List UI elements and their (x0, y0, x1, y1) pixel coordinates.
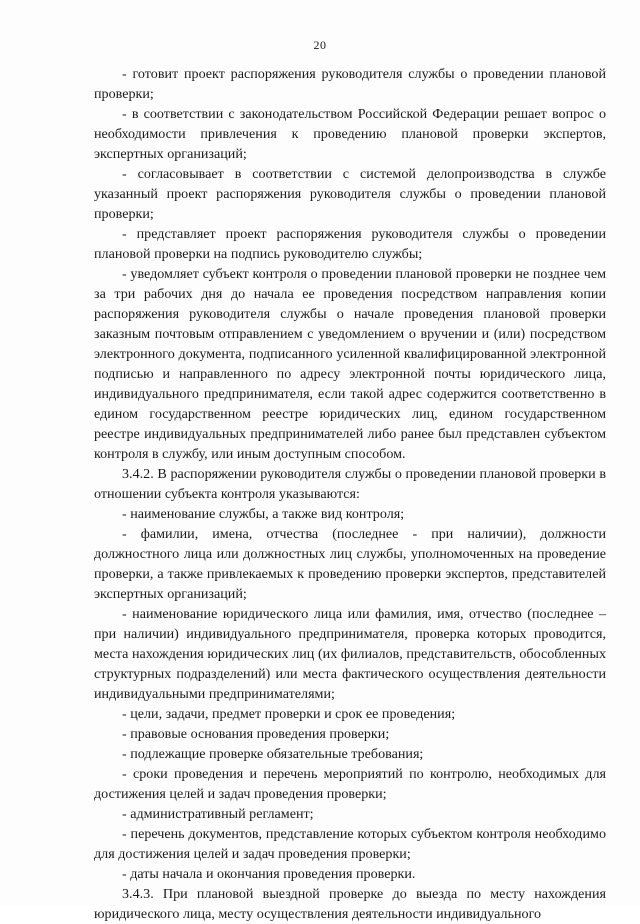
paragraph: - правовые основания проведения проверки; (122, 726, 390, 742)
paragraph: 3.4.3. При плановой выездной проверке до выезда по месту нахождения юридического лица, месту осуществления деятельности индивидуального (94, 886, 606, 922)
paragraph: - наименование юридического лица или фамилия, имя, отчество (последнее – при наличии) индивидуального предпринимателя, проверка которых проводится, места нахождения юридических лиц (их филиалов, представительств, обособленных структурных подразделений) или места фактического осуществления деятельности индивидуальными предпринимателями; (94, 606, 606, 702)
paragraph: - уведомляет субъект контроля о проведении плановой проверки не позднее чем за три рабочих дня до начала ее проведения посредством направления копии распоряжения руководителя службы о начале проведения плановой проверки заказным почтовым отправлением с уведомлением о вручении и (или) посредством электронного документа, подписанного усиленной квалифицированной электронной подписью и направленного по адресу электронной почты юридического лица, индивидуального предпринимателя, если такой адрес содержится соответственно в едином государственном реестре юридических лиц, едином государственном реестре индивидуальных предпринимателей либо ранее был представлен субъектом контроля в службу, или иным доступным способом. (94, 266, 606, 462)
paragraph: - готовит проект распоряжения руководителя службы о проведении плановой проверки; (94, 66, 606, 102)
paragraph: - сроки проведения и перечень мероприятий по контролю, необходимых для достижения целей и задач проведения проверки; (94, 766, 606, 802)
paragraph: - в соответствии с законодательством Российской Федерации решает вопрос о необходимости привлечения к проведению плановой проверки экспертов, экспертных организаций; (94, 106, 606, 162)
document-body (94, 64, 606, 924)
paragraph: - наименование службы, а также вид контроля; (122, 506, 405, 522)
paragraph: - подлежащие проверке обязательные требования; (122, 746, 424, 762)
paragraph: - перечень документов, представление которых субъектом контроля необходимо для достижения целей и задач проведения проверки; (94, 826, 606, 862)
paragraph: 3.4.2. В распоряжении руководителя службы о проведении плановой проверки в отношении субъекта контроля указываются: (94, 466, 606, 502)
paragraph: - административный регламент; (122, 806, 314, 822)
paragraph: - даты начала и окончания проведения проверки. (122, 866, 416, 882)
paragraph: - фамилии, имена, отчества (последнее - при наличии), должности должностного лица или должностных лиц службы, уполномоченных на проведение проверки, а также привлекаемых к проведению проверки экспертов, представителей экспертных организаций; (94, 526, 606, 602)
paragraph: - представляет проект распоряжения руководителя службы о проведении плановой проверки на подпись руководителю службы; (94, 226, 606, 262)
paragraph: - цели, задачи, предмет проверки и срок ее проведения; (122, 706, 456, 722)
page-number: 20 (313, 38, 327, 52)
paragraph: - согласовывает в соответствии с системой делопроизводства в службе указанный проект распоряжения руководителя службы о проведении плановой проверки; (94, 166, 606, 222)
